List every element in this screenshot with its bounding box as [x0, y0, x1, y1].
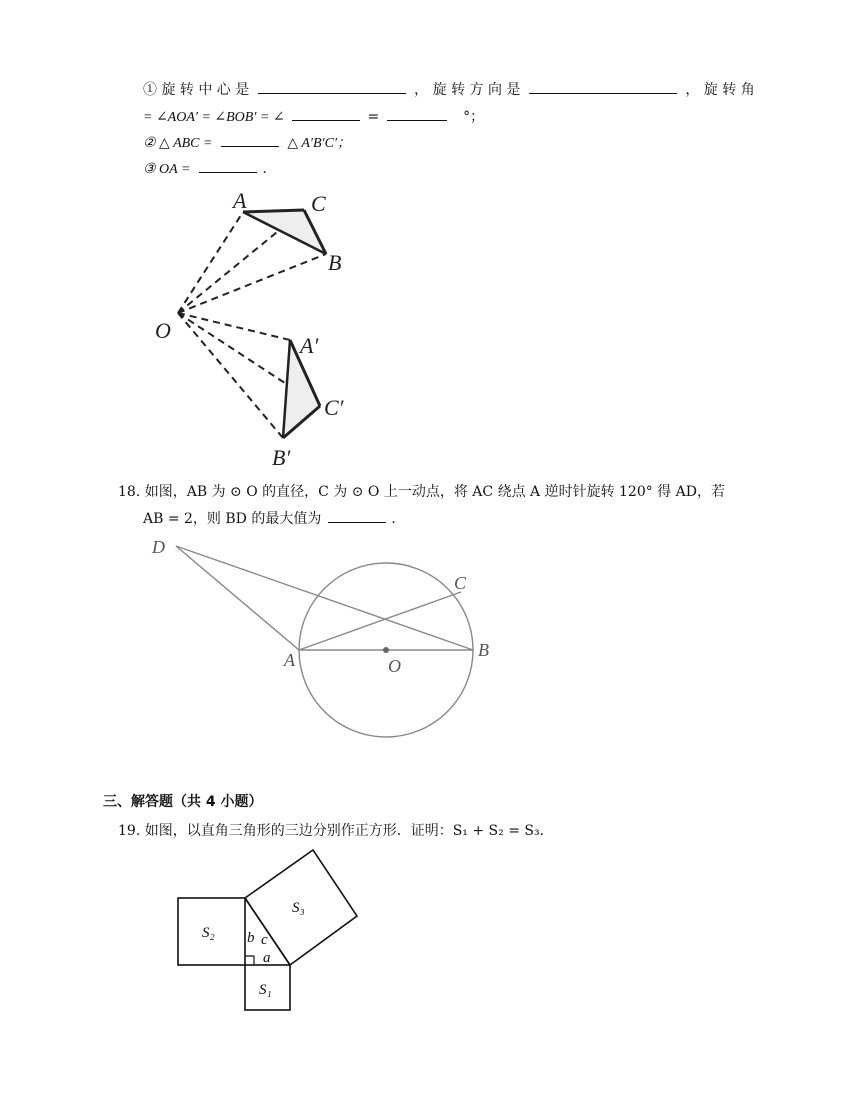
label-B: B	[328, 250, 342, 275]
q18-ask: AB = 2，则 BD 的最大值为	[143, 511, 322, 527]
section-heading: 三、解答题（共 4 小题）	[103, 794, 263, 810]
q17-rotation-center-label: ① 旋 转 中 心 是	[143, 82, 250, 98]
label-A-prime: A′	[300, 333, 319, 358]
q17-rotation-direction-label: ， 旋 转 方 向 是	[414, 82, 521, 98]
right-angle-mark	[245, 956, 254, 965]
label-O: O	[388, 656, 401, 676]
label-D: D	[152, 537, 165, 557]
q17-oa: ③ OA =	[143, 162, 191, 177]
label-C: C	[311, 191, 326, 216]
label-B-prime: B′	[272, 445, 291, 470]
label-S2: S₂	[202, 925, 215, 941]
q19-line: 19. 如图，以直角三角形的三边分别作正方形．证明：S₁ + S₂ = S₃．	[118, 823, 554, 839]
label-S3: S₃	[292, 900, 305, 916]
label-b: b	[247, 930, 255, 946]
label-A: A	[233, 188, 247, 213]
label-C-prime: C′	[324, 395, 344, 420]
q17-degree-sign: °；	[463, 109, 485, 125]
label-c: c	[261, 932, 268, 948]
q17-period: .	[262, 161, 267, 177]
label-O: O	[155, 318, 171, 343]
q18-stem: 18. 如图，AB 为 ⊙ O 的直径，C 为 ⊙ O 上一动点，将 AC 绕点 A 逆时针旋转 120° 得 AD，若	[118, 484, 725, 500]
q17-angle-equation: = ∠AOA′ = ∠BOB′ = ∠	[143, 110, 285, 125]
q17-equals: =	[367, 109, 380, 125]
label-S1: S₁	[259, 982, 272, 998]
label-a: a	[263, 950, 271, 966]
label-B: B	[478, 640, 489, 660]
q17-rotation-angle-label: ， 旋 转 角	[685, 82, 755, 98]
q18-period: .	[391, 511, 396, 527]
label-A: A	[284, 650, 295, 670]
q17-triangle-prime: △ A′B′C′；	[287, 136, 352, 151]
q17-triangle-abc: ② △ ABC =	[143, 136, 213, 151]
label-C: C	[454, 573, 467, 593]
